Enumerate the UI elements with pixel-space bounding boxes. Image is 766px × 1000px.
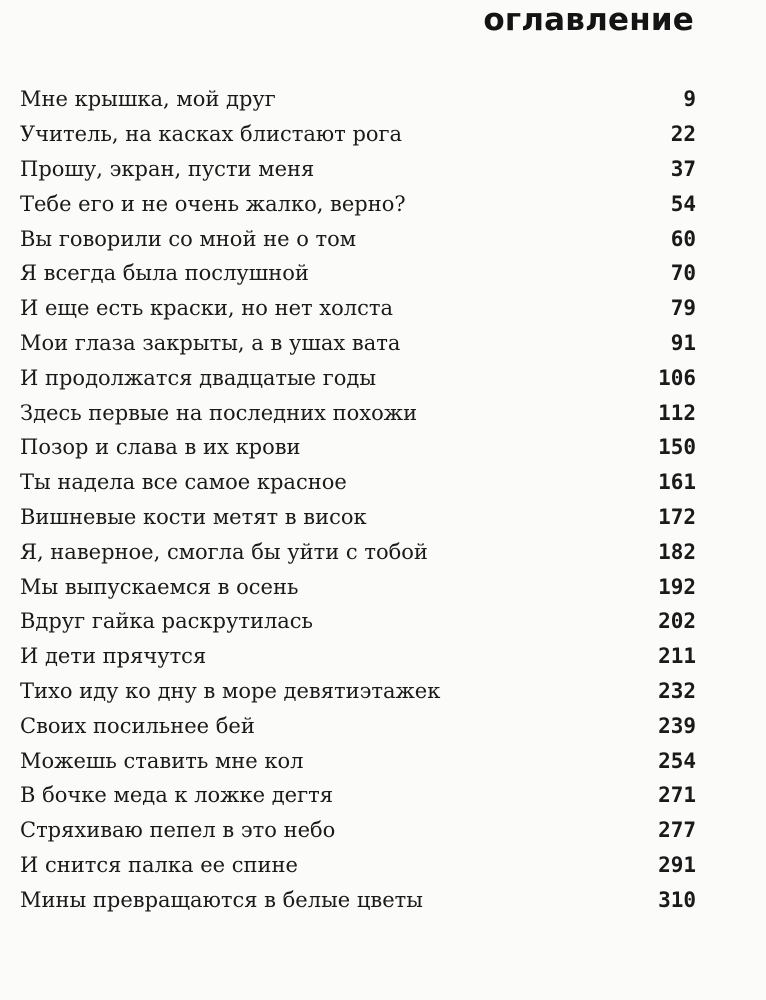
toc-entry-page-number: 202 — [658, 609, 696, 634]
toc-entry-page-number: 239 — [658, 713, 696, 738]
toc-entry — [20, 743, 696, 778]
toc-entry-page-number: 106 — [658, 365, 696, 390]
toc-entry-title: Своих посильнее бей — [20, 713, 255, 738]
toc-entry-title: Я всегда была послушной — [20, 261, 309, 286]
toc-entry-title: Вдруг гайка раскрутилась — [20, 609, 313, 634]
toc-entry-title: И дети прячутся — [20, 644, 207, 669]
toc-entry-page-number: 79 — [670, 296, 696, 321]
toc-entry-page-number: 254 — [658, 748, 696, 773]
toc-entry — [20, 604, 696, 639]
toc-entry-title: Мои глаза закрыты, а в ушах вата — [20, 330, 401, 355]
toc-entry-title: Тихо иду ко дну в море девятиэтажек — [20, 678, 441, 703]
toc-entry — [20, 82, 696, 117]
toc-entry-page-number: 22 — [670, 122, 696, 147]
toc-entry — [20, 430, 696, 465]
toc-entry — [20, 500, 696, 535]
toc-entry-title: И снится палка ее спине — [20, 852, 298, 877]
toc-entry-page-number: 112 — [658, 400, 696, 425]
toc-entry-title: Я, наверное, смогла бы уйти с тобой — [20, 539, 428, 564]
toc-entry-page-number: 291 — [658, 852, 696, 877]
toc-entry-page-number: 211 — [658, 644, 696, 669]
toc-entry — [20, 778, 696, 813]
toc-entry — [20, 708, 696, 743]
toc-entry-title: Стряхиваю пепел в это небо — [20, 818, 336, 843]
toc-entry — [20, 674, 696, 709]
toc-entry-page-number: 150 — [658, 435, 696, 460]
toc-entry — [20, 882, 696, 917]
toc-entry-title: Позор и слава в их крови — [20, 435, 301, 460]
toc-entry — [20, 360, 696, 395]
toc-entry — [20, 569, 696, 604]
toc-entry-title: Можешь ставить мне кол — [20, 748, 304, 773]
toc-entry-title: Мы выпускаемся в осень — [20, 574, 299, 599]
toc-entry-page-number: 182 — [658, 539, 696, 564]
toc-entry-title: Вы говорили со мной не о том — [20, 226, 357, 251]
toc-entry — [20, 186, 696, 221]
toc-entry-title: Ты надела все самое красное — [20, 470, 347, 495]
toc-entry-title: И продолжатся двадцатые годы — [20, 365, 377, 390]
toc-entry-page-number: 60 — [670, 226, 696, 251]
toc-entry-page-number: 277 — [658, 818, 696, 843]
page-title: оглавление — [483, 2, 694, 38]
toc-entry — [20, 848, 696, 883]
toc-entry-page-number: 172 — [658, 504, 696, 529]
toc-entry-title: Вишневые кости метят в висок — [20, 504, 367, 529]
toc-entry — [20, 639, 696, 674]
toc-entry-title: Учитель, на касках блистают рога — [20, 122, 403, 147]
toc-entry-title: И еще есть краски, но нет холста — [20, 296, 394, 321]
toc-entry — [20, 326, 696, 361]
toc-entry-page-number: 54 — [670, 191, 696, 216]
toc-entry — [20, 117, 696, 152]
toc-entry — [20, 291, 696, 326]
toc-entry — [20, 221, 696, 256]
toc-entry-page-number: 232 — [658, 678, 696, 703]
toc-entry-title: Здесь первые на последних похожи — [20, 400, 418, 425]
toc-entry-title: Тебе его и не очень жалко, верно? — [20, 191, 406, 216]
toc-entry — [20, 395, 696, 430]
toc-entry-title: Мне крышка, мой друг — [20, 87, 276, 112]
toc-entry — [20, 813, 696, 848]
toc-entry-page-number: 70 — [670, 261, 696, 286]
toc-entry-page-number: 9 — [683, 87, 696, 112]
toc-entry-title: Мины превращаются в белые цветы — [20, 887, 423, 912]
toc-entry — [20, 465, 696, 500]
toc-entry-title: Прошу, экран, пусти меня — [20, 156, 315, 181]
toc-entry-page-number: 37 — [670, 156, 696, 181]
toc-entry-page-number: 192 — [658, 574, 696, 599]
toc-entry — [20, 152, 696, 187]
toc-entry-page-number: 310 — [658, 887, 696, 912]
toc-entry-page-number: 91 — [670, 330, 696, 355]
toc-entry — [20, 534, 696, 569]
toc-entry — [20, 256, 696, 291]
table-of-contents — [20, 82, 696, 917]
toc-entry-page-number: 271 — [658, 783, 696, 808]
toc-entry-title: В бочке меда к ложке дегтя — [20, 783, 333, 808]
toc-entry-page-number: 161 — [658, 470, 696, 495]
